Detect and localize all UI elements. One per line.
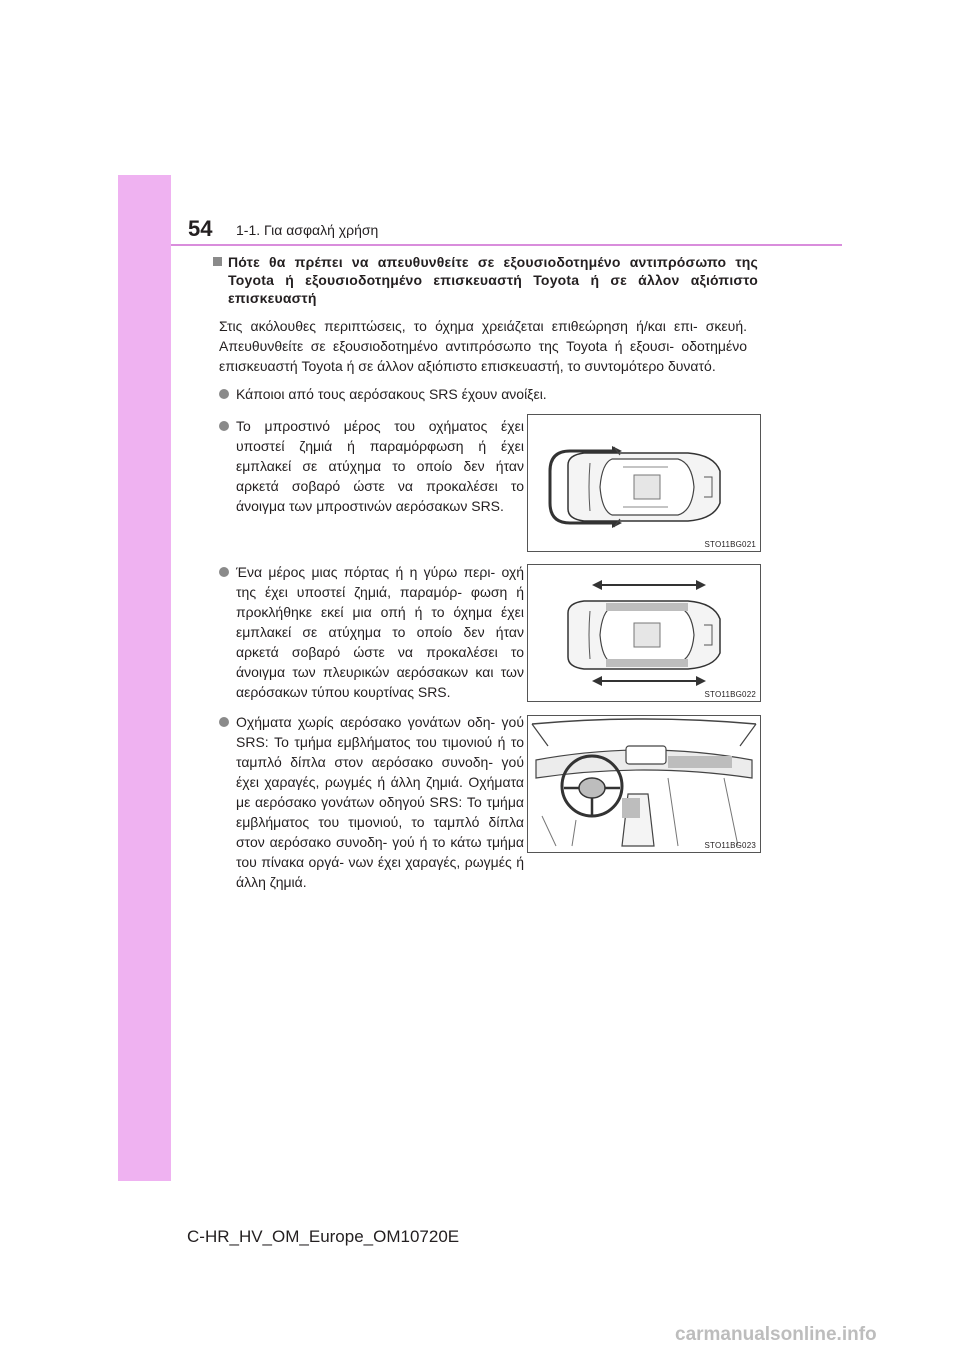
heading-text: Πότε θα πρέπει να απευθυνθείτε σε εξουσιοδοτημένο αντιπρόσωπο της Toyota ή εξουσιοδοτημένο επισκευαστή Toyota ή σε άλλον αξιόπιστο επισκευαστή — [228, 254, 758, 306]
main-content — [201, 253, 761, 404]
figure-code: STO11BG022 — [704, 690, 756, 699]
figure-door-damage — [527, 564, 761, 702]
side-tab-band — [118, 175, 171, 1181]
list-item-text: Κάποιοι από τους αερόσακους SRS έχουν ανοίξει. — [236, 386, 547, 402]
round-bullet-icon — [219, 567, 229, 577]
list-item-front-damage — [201, 414, 761, 554]
figure-code: STO11BG021 — [704, 540, 756, 549]
round-bullet-icon — [219, 717, 229, 727]
figure-code: STO11BG023 — [704, 841, 756, 850]
page-number: 54 — [188, 216, 213, 241]
figure-front-damage — [527, 414, 761, 552]
round-bullet-icon — [219, 421, 229, 431]
watermark: carmanualsonline.info — [675, 1324, 877, 1345]
section-heading — [201, 253, 761, 307]
list-item-interior-damage — [201, 715, 761, 915]
section-title: 1-1. Για ασφαλή χρήση — [236, 222, 379, 238]
header-rule — [171, 244, 842, 246]
footer-doc-id: C-HR_HV_OM_Europe_OM10720E — [187, 1227, 460, 1246]
car-top-view-side-illustration — [528, 565, 760, 701]
figure-interior-damage — [527, 715, 761, 853]
list-item-door-damage — [201, 564, 761, 704]
list-item — [201, 384, 761, 404]
list-item-text: Ένα μέρος μιας πόρτας ή η γύρω περι- οχή της έχει υποστεί ζημιά, παραμόρ- φωση ή προκλήθηκε εκεί μια οπή ή το όχημα έχει εμπλακεί σε ατύχημα το οποίο δεν ήταν αρκετά σοβαρό ώστε να προκαλέσει το άνοιγμα των πλευρικών αερόσακων και των αερόσακων τύπου κουρτίνας SRS. — [236, 564, 524, 700]
car-top-view-front-illustration — [528, 415, 760, 551]
square-bullet-icon — [213, 257, 222, 266]
list-item-text: Οχήματα χωρίς αερόσακο γονάτων οδη- γού SRS: Το τμήμα εμβλήματος του τιμονιού ή το ταμπλό δίπλα στον αερόσακο συνοδη- γού έχει χαραγές, ρωγμές ή άλλη ζημιά. Οχήματα με αερόσακο γονάτων οδηγού SRS: Το τμήμα εμβλήματος του τιμονιού, το ταμπλό δίπλα στον αερόσακο συνοδη- γού ή το κάτω τμήμα του πίνακα οργά- νων έχει χαραγές, ρωγμές ή άλλη ζημιά. — [236, 714, 524, 890]
round-bullet-icon — [219, 389, 229, 399]
intro-paragraph: Στις ακόλουθες περιπτώσεις, το όχημα χρειάζεται επιθεώρηση ή/και επι- σκευή. Απευθυνθείτε σε εξουσιοδοτημένο αντιπρόσωπο της Toyota ή εξουσι- οδοτημένο επισκευαστή Toyota ή σε άλλον αξιόπιστο επισκευαστή, το συντομότερο δυνατό. — [219, 318, 747, 374]
dashboard-illustration — [528, 716, 760, 852]
list-item-text: Το μπροστινό μέρος του οχήματος έχει υποστεί ζημιά ή παραμόρφωση ή έχει εμπλακεί σε ατύχημα το οποίο δεν ήταν αρκετά σοβαρό ώστε να προκαλέσει το άνοιγμα των μπροστινών αερόσακων SRS. — [236, 418, 524, 514]
